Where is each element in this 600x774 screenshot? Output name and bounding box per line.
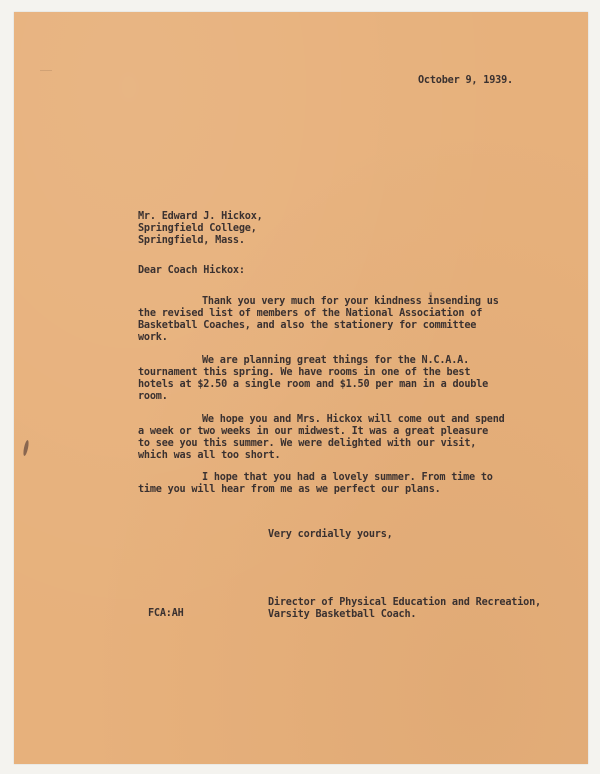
paragraph-3-line-1: We hope you and Mrs. Hickox will come out and spend — [202, 414, 505, 425]
paragraph-1-line-4: work. — [138, 332, 168, 343]
letter-page — [14, 12, 588, 764]
paragraph-3-line-3: to see you this summer. We were delighted with our visit, — [138, 438, 477, 449]
salutation: Dear Coach Hickox: — [138, 265, 245, 276]
closing: Very cordially yours, — [268, 529, 393, 540]
paragraph-4-line-1: I hope that you had a lovely summer. From time to — [202, 472, 493, 483]
ink-mark — [22, 440, 29, 456]
paper-crease-mark — [40, 70, 52, 71]
typist-initials: FCA:AH — [148, 608, 184, 619]
paragraph-3-line-4: which was all too short. — [138, 450, 281, 461]
paragraph-2-line-3: hotels at $2.50 a single room and $1.50 per man in a double — [138, 379, 489, 390]
paper-blemish — [429, 292, 432, 302]
paragraph-1-line-1: Thank you very much for your kindness insending us — [202, 296, 499, 307]
recipient-name: Mr. Edward J. Hickox, — [138, 211, 263, 222]
paragraph-3-line-2: a week or two weeks in our midwest. It was a great pleasure — [138, 426, 489, 437]
recipient-city: Springfield, Mass. — [138, 235, 245, 246]
paragraph-1-line-3: Basketball Coaches, and also the stationery for committee — [138, 320, 477, 331]
paragraph-2-line-4: room. — [138, 391, 168, 402]
letter-date: October 9, 1939. — [418, 75, 513, 86]
signature-title-line-1: Director of Physical Education and Recreation, — [268, 597, 541, 608]
signature-title-line-2: Varsity Basketball Coach. — [268, 609, 417, 620]
paragraph-1-line-2: the revised list of members of the National Association of — [138, 308, 483, 319]
recipient-institution: Springfield College, — [138, 223, 257, 234]
paragraph-2-line-1: We are planning great things for the N.C.A.A. — [202, 355, 470, 366]
paragraph-2-line-2: tournament this spring. We have rooms in one of the best — [138, 367, 471, 378]
paragraph-4-line-2: time you will hear from me as we perfect our plans. — [138, 484, 441, 495]
